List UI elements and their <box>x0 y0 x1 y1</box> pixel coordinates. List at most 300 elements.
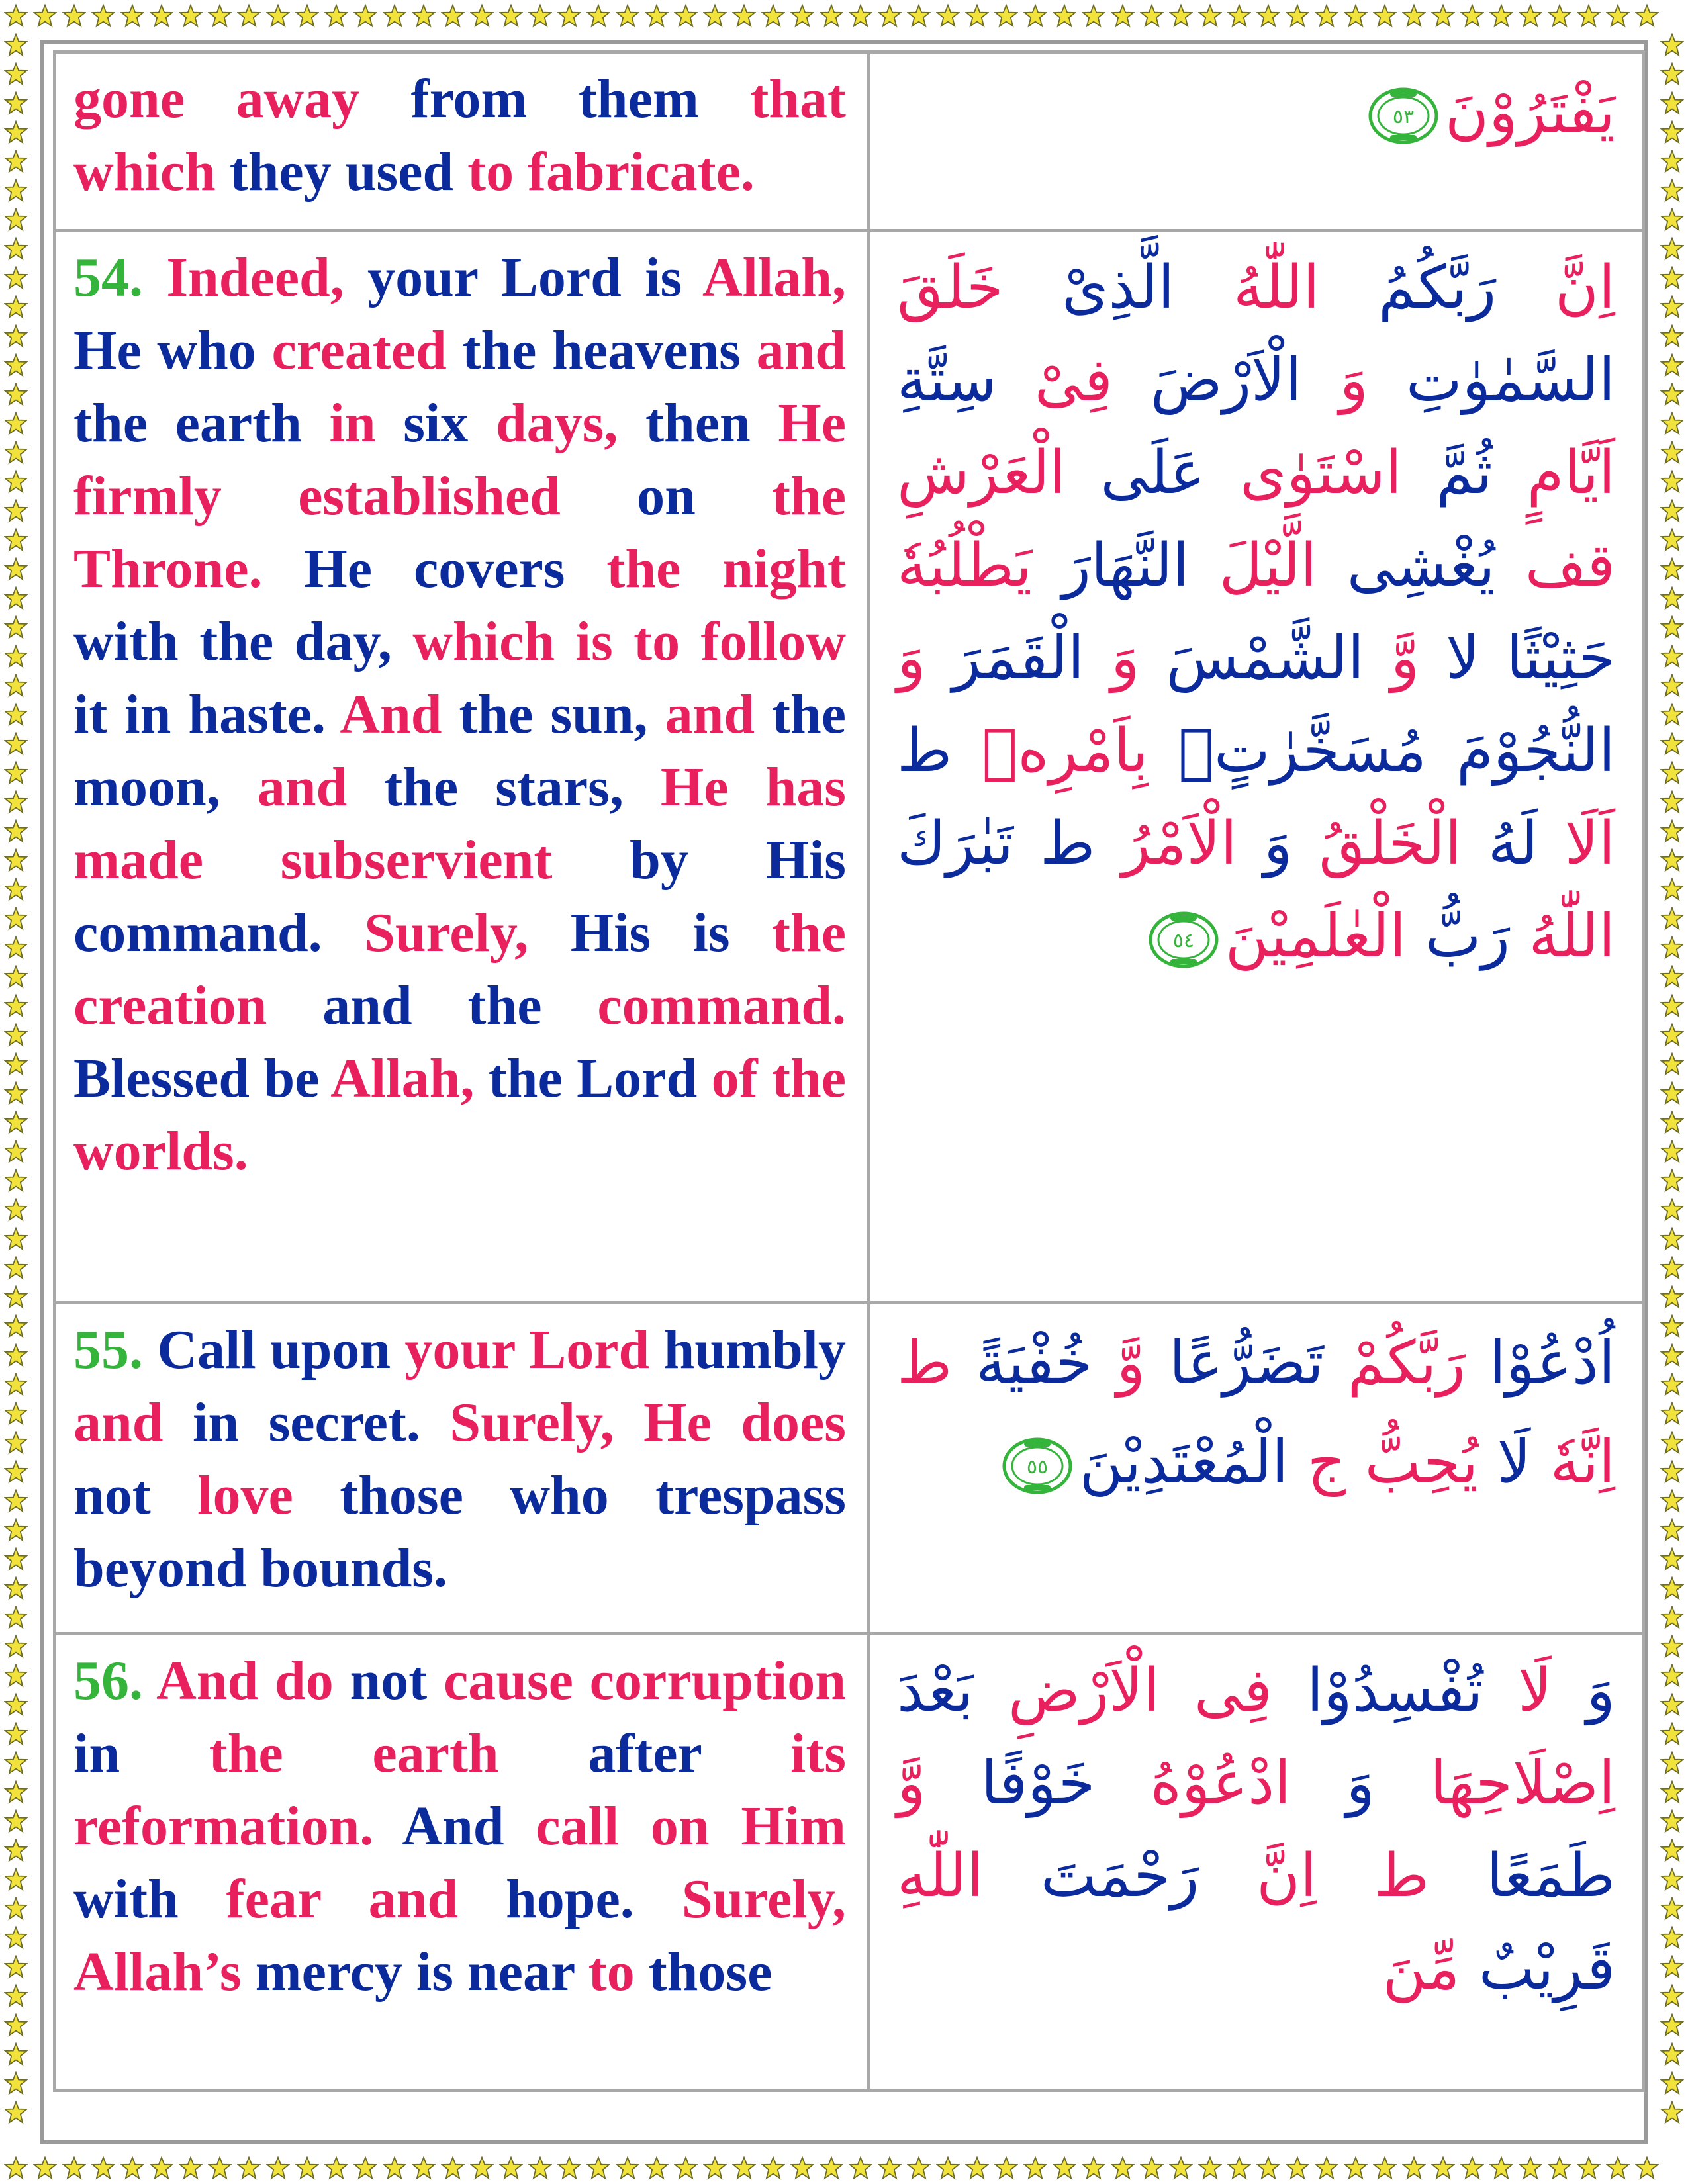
translation-text: cause corruption <box>443 1650 846 1711</box>
star-icon <box>5 675 26 696</box>
star-icon <box>5 1083 26 1104</box>
translation-text: with the day, <box>73 611 413 672</box>
star-icon <box>64 2158 85 2179</box>
star-icon <box>1662 2073 1683 2094</box>
arabic-text: ج <box>1288 1428 1346 1497</box>
star-icon <box>5 442 26 463</box>
star-icon <box>1662 1985 1683 2007</box>
ayah-end-marker <box>1147 910 1220 970</box>
star-icon <box>5 500 26 522</box>
star-icon <box>5 5 26 26</box>
star-icon <box>267 2158 289 2179</box>
translation-text: the creation <box>73 902 846 1036</box>
star-icon <box>821 2158 842 2179</box>
star-icon <box>355 5 376 26</box>
arabic-text: اُدْعُوْا <box>1465 1328 1615 1398</box>
star-icon <box>5 559 26 580</box>
star-icon <box>5 1432 26 1453</box>
arabic-text: لا <box>1419 623 1480 693</box>
translation-text: the earth <box>73 392 330 454</box>
star-icon <box>1662 937 1683 958</box>
star-icon <box>1662 1840 1683 1861</box>
arabic-text: الْعٰلَمِيْنَ <box>1225 901 1407 971</box>
star-icon <box>5 937 26 958</box>
star-icon <box>1662 2015 1683 2036</box>
star-icon <box>1520 2158 1541 2179</box>
translation-text: those who trespass beyond bounds. <box>73 1465 846 1599</box>
arabic-text: يَطْلُبُهٗ <box>897 531 1033 600</box>
star-icon <box>1662 1607 1683 1628</box>
star-icon <box>442 2158 463 2179</box>
star-icon <box>1662 588 1683 609</box>
arabic-text: رَبَّكُمُ <box>1319 253 1497 322</box>
star-icon <box>1345 2158 1366 2179</box>
star-icon <box>471 5 492 26</box>
star-icon <box>471 2158 492 2179</box>
translation-text: the heavens <box>462 320 757 381</box>
star-icon <box>1662 326 1683 347</box>
arabic-text: رَبُّ <box>1406 901 1510 971</box>
star-icon <box>1662 617 1683 638</box>
star-icon <box>151 5 172 26</box>
star-icon <box>675 2158 696 2179</box>
translation-text: the Lord <box>488 1048 712 1109</box>
arabic-text: وَّ <box>897 1749 926 1818</box>
star-icon <box>5 1374 26 1395</box>
arabic-text: ط <box>1317 1841 1429 1911</box>
star-icon <box>34 2158 56 2179</box>
star-icon <box>1662 1141 1683 1162</box>
star-icon <box>1662 1811 1683 1832</box>
arabic-text: اسْتَوٰى <box>1205 438 1402 508</box>
arabic-text: فِىْ <box>996 345 1113 415</box>
translation-text: the Throne. <box>73 465 846 600</box>
translation-text: and <box>756 320 846 381</box>
star-icon <box>5 1228 26 1250</box>
star-icon <box>908 5 929 26</box>
star-icon <box>559 5 580 26</box>
arabic-text: لَا <box>1478 1428 1532 1497</box>
arabic-text: يَفْتَرُوْنَ <box>1445 77 1615 147</box>
translation-text: and the <box>322 975 598 1036</box>
translation-text: of the worlds. <box>73 1048 846 1182</box>
translation-text: 54. <box>73 247 167 308</box>
english-cell <box>55 52 869 231</box>
star-icon <box>1578 5 1599 26</box>
translation-text: 56. <box>73 1650 157 1711</box>
arabic-text: الْاَرْضِ <box>973 1656 1160 1725</box>
star-icon <box>1578 2158 1599 2179</box>
star-icon <box>5 1257 26 1279</box>
star-icon <box>530 2158 551 2179</box>
star-icon <box>5 762 26 784</box>
star-icon <box>1607 2158 1628 2179</box>
star-icon <box>617 5 638 26</box>
star-icon <box>1083 2158 1104 2179</box>
star-icon <box>530 5 551 26</box>
star-icon <box>1662 1374 1683 1395</box>
star-icon <box>1662 1228 1683 1250</box>
star-icon <box>1170 5 1192 26</box>
arabic-text: سِتَّةِ <box>897 345 997 415</box>
star-icon <box>297 2158 318 2179</box>
star-icon <box>122 5 143 26</box>
star-icon <box>209 2158 230 2179</box>
arabic-text: الْعَرْشِ <box>897 438 1066 508</box>
star-icon <box>588 2158 609 2179</box>
star-icon <box>966 2158 988 2179</box>
star-icon <box>1287 2158 1308 2179</box>
star-icon <box>5 879 26 900</box>
arabic-text: حَثِيْثًا <box>1479 623 1615 693</box>
star-icon <box>1662 1869 1683 1890</box>
translation-text: He has made subservient <box>73 756 846 891</box>
translation-text: love <box>197 1465 340 1526</box>
star-icon <box>5 1607 26 1628</box>
star-icon <box>1054 5 1075 26</box>
star-icon <box>5 1345 26 1366</box>
star-icon <box>704 2158 726 2179</box>
star-icon <box>326 5 347 26</box>
star-icon <box>792 2158 813 2179</box>
arabic-cell <box>869 1303 1644 1634</box>
ayah-number: ٥٤ <box>1172 929 1194 953</box>
star-icon <box>1662 64 1683 85</box>
star-icon <box>5 1898 26 1919</box>
star-icon <box>1374 2158 1395 2179</box>
translation-table <box>53 50 1645 2092</box>
star-icon <box>1662 1782 1683 1803</box>
star-icon <box>500 5 522 26</box>
star-icon <box>5 93 26 114</box>
star-icon <box>937 5 959 26</box>
star-icon <box>1662 1956 1683 1978</box>
star-icon <box>5 209 26 230</box>
arabic-text: اللّٰهُ <box>1509 901 1615 971</box>
star-icon <box>763 5 784 26</box>
ayah-end-marker <box>1001 1436 1074 1496</box>
arabic-text: خُفْيَةً <box>952 1328 1093 1398</box>
star-icon <box>384 5 405 26</box>
translation-text: then <box>645 392 778 454</box>
translation-text: He who <box>73 320 272 381</box>
table-row <box>55 52 1644 231</box>
star-icon <box>5 1490 26 1512</box>
star-icon <box>5 1578 26 1599</box>
arabic-text: وَّ <box>1092 1328 1146 1398</box>
star-icon <box>5 617 26 638</box>
english-cell <box>55 1634 869 2091</box>
arabic-text: ط <box>897 1328 953 1398</box>
star-icon <box>5 1549 26 1570</box>
arabic-text: النُّجُوْمَ <box>1426 716 1615 786</box>
translation-text: days, <box>495 392 646 454</box>
star-icon <box>5 1694 26 1715</box>
star-icon <box>1662 384 1683 405</box>
star-icon <box>1662 1403 1683 1424</box>
arabic-text: وَ <box>1084 623 1140 693</box>
star-icon <box>5 1112 26 1133</box>
translation-text: by His command. <box>73 829 846 964</box>
translation-text: they used <box>229 141 468 203</box>
arabic-text: خَلَقَ <box>897 253 1004 322</box>
translation-text: Call upon <box>157 1319 405 1381</box>
star-icon <box>1662 442 1683 463</box>
star-icon <box>1662 122 1683 143</box>
table-row <box>55 231 1644 1303</box>
star-icon <box>1403 5 1425 26</box>
translation-text: in <box>73 1723 209 1784</box>
arabic-cell <box>869 1634 1644 2091</box>
star-icon <box>34 5 56 26</box>
star-icon <box>5 966 26 987</box>
translation-text: the earth <box>209 1723 588 1784</box>
star-icon <box>879 2158 900 2179</box>
translation-text: humbly <box>663 1319 847 1381</box>
star-icon <box>850 2158 871 2179</box>
translation-text: 55. <box>73 1319 158 1381</box>
star-icon <box>5 2044 26 2065</box>
arabic-text: تُفْسِدُوْا <box>1272 1656 1483 1725</box>
translation-text: from them <box>410 68 751 130</box>
translation-text: the moon, <box>73 684 846 818</box>
english-cell <box>55 231 869 1303</box>
star-icon <box>5 34 26 56</box>
arabic-text: ط <box>897 716 953 786</box>
star-icon <box>1403 2158 1425 2179</box>
star-icon <box>1258 2158 1279 2179</box>
translation-text: His is <box>570 902 773 964</box>
translation-text: fear and <box>226 1868 506 1930</box>
star-icon <box>5 355 26 376</box>
translation-text: the sun, <box>459 684 665 745</box>
star-icon <box>1025 2158 1046 2179</box>
translation-text: on <box>637 465 773 527</box>
star-icon <box>1662 1665 1683 1686</box>
star-icon <box>1662 1083 1683 1104</box>
arabic-text: الْقَمَرَ <box>925 623 1085 693</box>
star-icon <box>1662 995 1683 1017</box>
star-icon <box>733 5 755 26</box>
star-icon <box>1462 5 1483 26</box>
star-icon <box>1662 1024 1683 1046</box>
star-icon <box>5 2102 26 2123</box>
star-icon <box>821 5 842 26</box>
star-icon <box>1662 1112 1683 1133</box>
star-icon <box>996 2158 1017 2179</box>
star-icon <box>1112 2158 1133 2179</box>
star-icon <box>355 2158 376 2179</box>
star-icon <box>1662 209 1683 230</box>
star-icon <box>1607 5 1628 26</box>
star-icon <box>5 2073 26 2094</box>
translation-text: its reformation. <box>73 1723 846 1857</box>
arabic-text: ط <box>1013 809 1096 878</box>
arabic-text: الشَّمْسَ <box>1139 623 1364 693</box>
star-icon <box>1662 1752 1683 1774</box>
translation-text: And <box>402 1796 536 1857</box>
translation-text: Surely, Allah’s <box>73 1868 846 2003</box>
arabic-text: لَهُ <box>1461 809 1538 878</box>
star-icon <box>1662 559 1683 580</box>
star-icon <box>5 1461 26 1482</box>
star-icon <box>5 529 26 551</box>
star-icon <box>1662 1898 1683 1919</box>
star-icon <box>5 1636 26 1657</box>
star-icon <box>733 2158 755 2179</box>
star-icon <box>267 5 289 26</box>
arabic-cell <box>869 231 1644 1303</box>
star-icon <box>1520 5 1541 26</box>
star-icon <box>617 2158 638 2179</box>
star-icon <box>5 1141 26 1162</box>
star-icon <box>5 1985 26 2007</box>
star-icon <box>5 2015 26 2036</box>
star-icon <box>238 5 259 26</box>
translation-text: your Lord <box>404 1319 664 1381</box>
star-icon <box>1662 1520 1683 1541</box>
star-icon <box>646 2158 667 2179</box>
star-icon <box>5 646 26 667</box>
arabic-text: وَ <box>1291 1749 1375 1818</box>
star-icon <box>384 2158 405 2179</box>
star-icon <box>5 122 26 143</box>
arabic-text: اَلَا <box>1538 809 1615 878</box>
star-icon <box>5 1869 26 1890</box>
star-icon <box>5 2158 26 2179</box>
star-icon <box>1662 1257 1683 1279</box>
star-icon <box>413 2158 434 2179</box>
star-icon <box>1662 1432 1683 1453</box>
arabic-text: النَّهَارَ <box>1032 531 1190 600</box>
star-icon <box>1662 500 1683 522</box>
star-icon <box>1662 529 1683 551</box>
star-icon <box>1054 2158 1075 2179</box>
star-icon <box>5 151 26 172</box>
star-icon <box>1141 2158 1162 2179</box>
star-icon <box>1662 1054 1683 1075</box>
translation-text: And do <box>156 1650 350 1711</box>
arabic-text: وَ <box>1237 809 1293 878</box>
star-icon <box>5 1170 26 1191</box>
english-cell <box>55 1303 869 1634</box>
star-icon <box>1662 267 1683 289</box>
star-icon <box>1662 93 1683 114</box>
star-icon <box>1316 5 1337 26</box>
star-icon <box>1636 5 1658 26</box>
arabic-text: يُحِبُّ <box>1346 1428 1479 1497</box>
translation-text: in <box>329 392 404 454</box>
star-icon <box>1374 5 1395 26</box>
star-icon <box>238 2158 259 2179</box>
arabic-text: اِنَّهٗ <box>1531 1428 1615 1497</box>
arabic-text: اللّٰهِ <box>897 1841 984 1911</box>
star-icon <box>1662 180 1683 201</box>
star-icon <box>1549 5 1570 26</box>
arabic-text: الْاَرْضَ <box>1112 345 1302 415</box>
star-icon <box>1662 1199 1683 1220</box>
star-icon <box>1662 646 1683 667</box>
star-icon <box>996 5 1017 26</box>
translation-text: those <box>648 1941 773 2003</box>
star-icon <box>1662 355 1683 376</box>
arabic-text: فِى <box>1159 1656 1272 1725</box>
star-icon <box>1662 296 1683 318</box>
star-icon <box>5 1287 26 1308</box>
star-icon <box>1662 908 1683 929</box>
star-icon <box>1662 762 1683 784</box>
star-icon <box>5 1054 26 1075</box>
star-icon <box>5 792 26 813</box>
star-icon <box>1491 5 1512 26</box>
arabic-text: اِنَّ <box>1496 253 1615 322</box>
translation-text: to fabricate. <box>467 141 755 203</box>
star-icon <box>1662 413 1683 434</box>
star-icon <box>559 2158 580 2179</box>
star-icon <box>1662 1170 1683 1191</box>
star-icon <box>675 5 696 26</box>
arabic-text: الْخَلْقُ <box>1292 809 1462 878</box>
star-icon <box>850 5 871 26</box>
translation-text: Allah, <box>702 247 847 308</box>
translation-text: not <box>350 1650 444 1711</box>
arabic-text: اَيَّامٍ <box>1492 438 1615 508</box>
star-icon <box>1662 1490 1683 1512</box>
arabic-text: ادْعُوْهُ <box>1095 1749 1291 1818</box>
star-icon <box>93 5 114 26</box>
star-icon <box>704 5 726 26</box>
star-icon <box>1199 2158 1221 2179</box>
translation-text: He covers <box>304 538 607 600</box>
star-icon <box>1025 5 1046 26</box>
arabic-text: تَضَرُّعًا <box>1145 1328 1324 1398</box>
star-icon <box>1491 2158 1512 2179</box>
arabic-text: عَلَى <box>1066 438 1205 508</box>
star-icon <box>297 5 318 26</box>
ayah-number: ٥٣ <box>1392 105 1415 129</box>
star-icon <box>93 2158 114 2179</box>
star-icon <box>1662 1636 1683 1657</box>
star-icon <box>1662 238 1683 259</box>
star-icon <box>1662 34 1683 56</box>
star-icon <box>1662 1694 1683 1715</box>
arabic-text: وَّ <box>1364 623 1420 693</box>
star-icon <box>5 1840 26 1861</box>
star-icon <box>1662 1287 1683 1308</box>
star-icon <box>1083 5 1104 26</box>
arabic-text: وَ <box>1301 345 1368 415</box>
star-icon <box>5 1752 26 1774</box>
translation-text: after <box>588 1723 790 1784</box>
star-icon <box>1662 1578 1683 1599</box>
star-icon <box>5 1811 26 1832</box>
star-icon <box>500 2158 522 2179</box>
translation-text: the night <box>606 538 847 600</box>
arabic-text: بِاَمْرِهٖ <box>952 716 1149 786</box>
translation-text: Surely, <box>364 902 571 964</box>
translation-text: in secret. <box>192 1392 450 1453</box>
star-icon <box>1462 2158 1483 2179</box>
star-icon <box>1141 5 1162 26</box>
star-icon <box>879 5 900 26</box>
star-icon <box>5 1403 26 1424</box>
star-icon <box>5 180 26 201</box>
star-icon <box>1662 2044 1683 2065</box>
star-icon <box>5 1956 26 1978</box>
star-icon <box>5 1316 26 1337</box>
star-icon <box>442 5 463 26</box>
star-icon <box>1432 2158 1454 2179</box>
